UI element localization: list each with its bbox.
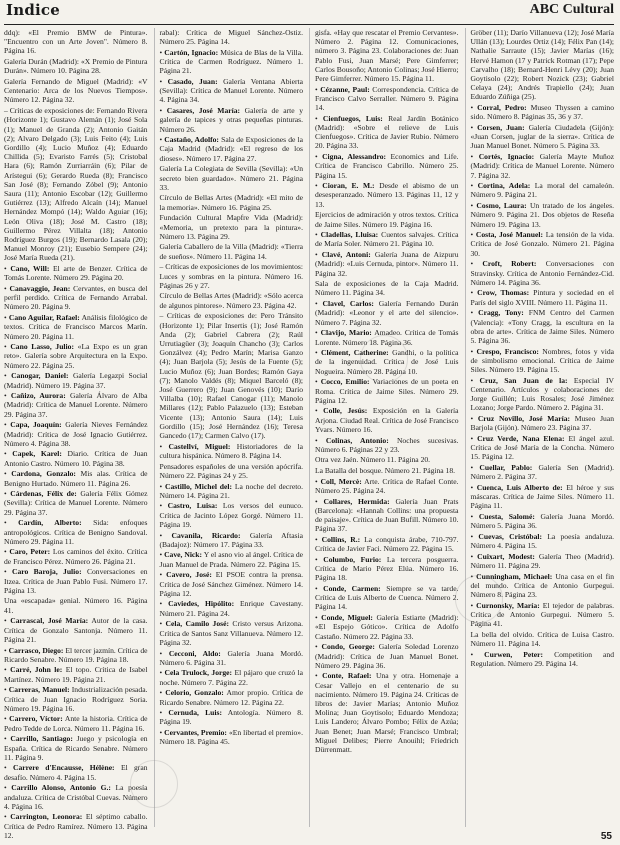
index-entry: • Cartón, Ignacio: Música de Blas de la Villa. Crítica de Carmen Rodríguez. Número 1. Página 21. <box>159 47 304 76</box>
entry-text: Galería Legazpi Social (Madrid). Número 19. Página 37. <box>4 371 148 390</box>
entry-text: Galería Juana Mordó. Número 6. Página 31. <box>159 648 303 667</box>
entry-text: – Críticas de exposiciones de los movimientos: Luces y sombras en la pintura. Número 16. Páginas 26 y 27. <box>159 262 303 290</box>
entry-author: Carrere d'Encausse, Hélène: <box>13 763 115 773</box>
index-entry <box>4 106 148 262</box>
entry-text: Conversaciones con Stravinsky. Crítica de Antonio Fernández-Cid. Número 14. Página 36. <box>470 259 614 287</box>
entry-text: Sala de exposiciones de la Caja Madrid. Número 11. Página 34. <box>315 279 459 298</box>
entry-text: El héroe y sus máscaras. Crítica de Jaime Siles. Número 11. Página 11. <box>470 483 615 511</box>
entry-text: Galería de arte y galería de tapices y otras pequeñas pinturas. Número 26. <box>159 106 304 134</box>
index-entry: • Cecconi, Aldo: Galería Juana Mordó. Número 6. Página 31. <box>159 648 303 667</box>
index-entry: • Cano, Will: El arte de Benzer. Crítica de Tomás Lorente. Número 29. Página 20. <box>4 264 148 283</box>
entry-text: Una casa en el fin del mundo. Crítica de Antonio Gurpegui. Número 8. Página 23. <box>470 571 615 600</box>
entry-text: Galería Juana de Aizpuru (Madrid): «Luis Cernuda, pintor». Número 11. Página 32. <box>315 250 459 278</box>
entry-author: Cano Aguilar, Rafael: <box>8 313 80 323</box>
entry-text: El pájaro que cruzó la noche. Número 7. Página 22. <box>159 668 304 687</box>
index-entry: • Cruz Verde, Nana Elena: El ángel azul. Crítica de José María de la Concha. Número 15. Página 12. <box>470 434 615 462</box>
index-entry <box>160 242 304 260</box>
entry-author: Carrillo, Santiago: <box>10 734 73 744</box>
entry-text: El gran desafío. Número 4. Página 15. <box>4 763 148 782</box>
entry-author: Cocco, Emilio: <box>320 377 370 387</box>
index-entry <box>315 466 459 475</box>
entry-author: Cela, Camilo José: <box>165 619 229 629</box>
entry-text: El tercer jazmín. Crítica de Ricardo Senabre. Número 19. Página 18. <box>4 645 148 664</box>
entry-author: Cioran, E. M.: <box>322 181 375 191</box>
index-entry: • Cárdenas, Félix de: Galería Félix Gómez (Sevilla): Crítica de Manuel Lorente. Número 29. Página 37. <box>4 489 148 517</box>
entry-text: Competition and Regulation. Número 29. Página 14. <box>470 650 614 669</box>
entry-author: Canavaggio, Jean: <box>9 283 71 293</box>
entry-author: Carrero, Víctor: <box>9 714 63 724</box>
entry-text: Museo Juan Barjola (Gijón). Número 23. Página 37. <box>470 414 614 433</box>
entry-text: Galería Durán (Madrid): «X Premio de Pintura Durán». Número 10. Página 28. <box>4 57 148 76</box>
entry-author: Cigna, Alessandro: <box>322 152 387 162</box>
index-entry <box>315 455 459 464</box>
index-entry <box>160 213 304 241</box>
section-title: Indice <box>6 1 60 19</box>
entry-text: Amadeo. Crítica de Tomás Lorente. Número 18. Página 36. <box>315 328 459 347</box>
index-entry: • Clavijo, Mario: Amadeo. Crítica de Tomás Lorente. Número 18. Página 36. <box>315 328 459 347</box>
entry-author: Cuellar, Pablo: <box>479 463 533 473</box>
index-entry: • Cardín, Alberto: Sida: enfoques antropológicos. Crítica de Benigno Sandoval. Número 29. Página 11. <box>4 518 148 546</box>
index-entry: • Clavé, Antoni: Galería Juana de Aizpuru (Madrid): «Luis Cernuda, pintor». Número 11. Página 32. <box>315 250 459 278</box>
index-entry: • Crow, Thomas: Pintura y sociedad en el París del siglo XVIII. Número 11. Página 11. <box>470 288 614 307</box>
entry-text: Galería Fernando de Miguel (Madrid): «V Centenario: Arca de los Nuevos Tiempos». Número 12. Página 32. <box>4 77 148 105</box>
entry-author: Carrascal, José María: <box>10 616 89 626</box>
entry-author: Capek, Karel: <box>12 449 62 459</box>
entry-text: Siempre se va tarde. Crítica de Luis Alberto de Cuenca. Número 2. Página 14. <box>315 584 459 612</box>
entry-author: Cragg, Tony: <box>478 308 524 318</box>
index-entry <box>4 57 148 75</box>
entry-text: La noche del decreto. Número 14. Página 21. <box>159 481 304 500</box>
entry-text: Galería Juana Mordó. Número 5. Página 36. <box>470 512 614 531</box>
index-entry: • Casado, Juan: Galería Ventana Abierta (Sevilla): Crítica de Manuel Lorente. Número 4. Página 34. <box>159 77 304 105</box>
entry-author: Cruz Verde, Nana Elena: <box>477 434 565 444</box>
index-column-4 <box>465 28 615 827</box>
index-entry: • Cañizo, Aurora: Galería Álvaro de Alba (Madrid): Crítica de Manuel Lorente. Número 29. Página 37. <box>4 391 148 419</box>
index-entry <box>471 630 615 648</box>
index-entry <box>160 193 304 211</box>
index-entry: • Collins, R.: La conquista árabe, 710-797. Crítica de Javier Faci. Número 22. Página 15. <box>315 535 459 554</box>
index-entry: • Carrascal, José María: Autor de la casa. Crítica de Gonzalo Santonja. Número 11. Página 21. <box>4 616 148 644</box>
entry-text: Una y otra. Homenaje a Cesar Vallejo en el centenario de su nacimiento. Número 19. Página 24. Críticas de libros de: Javier Marías; Antonio Muñoz Molina; Juan Goytisolo; Eduardo Mendoza; Luis Landero; Álvaro Pombo; Félix de Azúa; Juan Benet; Juan Marsé; Francisco Umbral; Miguel Delibes; Pierre Anouihl; Friedrich Dürrenmatt. <box>315 671 459 755</box>
entry-author: Carré, John le: <box>10 665 63 675</box>
entry-author: Cunningham, Michael: <box>476 571 553 581</box>
entry-text: La conquista árabe, 710-797. Crítica de Javier Faci. Número 22. Página 15. <box>315 535 459 554</box>
entry-author: Cardona, Gonzalo: <box>11 469 76 479</box>
entry-text: Variaciones de un poeta en Roma. Crítica de Jaime Siles. Número 29. Página 12. <box>315 377 459 405</box>
index-entry: • Carrere d'Encausse, Hélène: El gran desafío. Número 4. Página 15. <box>4 763 148 782</box>
entry-text: El topo. Crítica de Isabel Martínez. Número 19. Página 21. <box>4 665 148 684</box>
entry-text: Galería Estiarte (Madrid): «El Espejo Gótico». Crítica de Adolfo Castaño. Número 22. Página 33. <box>315 613 459 641</box>
index-entry: • Celorio, Gonzalo: Amor propio. Crítica de Ricardo Senabre. Número 12. Página 22. <box>159 688 304 707</box>
entry-author: Casares, José María: <box>166 106 241 116</box>
index-entry: • Crespo, Francisco: Nombres, fotos y vida de simbolismo emocional. Crítica de Jaime Siles. Número 19. Página 15. <box>470 346 614 375</box>
index-entry: • Clavel, Carlos: Galería Fernando Durán (Madrid): «Leonor y el arte del silencio». Número 7. Página 32. <box>315 299 459 327</box>
index-entry <box>4 28 148 56</box>
entry-text: Galería Soledad Lorenzo (Madrid): Crítica de Juan Manuel Bonet. Número 29. Página 36. <box>315 642 459 670</box>
entry-text: Real Jardín Botánico (Madrid): «Sobre el relieve de Luis Cienfuegos». Crítica de Javier Rubio. Número 20. Página 33. <box>315 113 459 151</box>
entry-author: Cuesta, Salomé: <box>478 512 535 522</box>
entry-author: Cave, Nick: <box>164 550 203 560</box>
index-entry: • Castellví, Miguel: Historiadores de la cultura hispánica. Número 8. Página 14. <box>159 441 303 460</box>
entry-author: Celorio, Gonzalo: <box>165 688 224 698</box>
index-entry: • Cunningham, Michael: Una casa en el fin del mundo. Crítica de Antonio Gurpegui. Número 8. Página 23. <box>470 571 615 600</box>
index-entry: • Cela Trulock, Jorge: El pájaro que cruzó la noche. Número 7. Página 22. <box>159 668 304 687</box>
index-entry: • Coll, Mercè: Arte. Crítica de Rafael Conte. Número 25. Página 24. <box>315 476 459 496</box>
entry-text: Ante la historia. Crítica de Pedro Tedde de Lorca. Número 11. Página 16. <box>4 714 148 733</box>
entry-text: Los caminos del éxito. Crítica de Francisco Pérez. Número 26. Página 21. <box>4 547 148 566</box>
index-entry: • Costa, José Manuel: La tensión de la vida. Crítica de José Gonzalo. Número 21. Página 30. <box>470 230 614 258</box>
index-entry: • Cuesta, Salomé: Galería Juana Mordó. Número 5. Página 36. <box>470 512 614 531</box>
entry-text: Galería Sen (Madrid). Número 2. Página 37. <box>470 463 614 482</box>
index-entry <box>471 28 615 102</box>
entry-text: Galería Ciudadela (Gijón): «Juan Corsen, juglar de la sierra». Crítica de Juan Manuel Bonet. Número 5. Página 33. <box>470 123 614 151</box>
entry-text: La moral del camaleón. Número 9. Página 21. <box>470 181 615 200</box>
index-entry: • Colle, Jesús: Exposición en la Galería Arjona. Ciudad Real. Crítica de José Francisco Yvars. Número 16. <box>315 406 459 434</box>
entry-author: Colinas, Antonio: <box>325 435 389 445</box>
entry-author: Crow, Thomas: <box>477 288 530 298</box>
entry-text: Amor propio. Crítica de Ricardo Senabre. Número 12. Página 22. <box>159 688 304 707</box>
entry-text: rabal): Crítica de Miguel Sánchez-Ostiz. Número 25. Página 14. <box>159 28 303 47</box>
index-entry <box>160 462 304 480</box>
entry-text: Gandhi, o la política de la ingenuidad. Crítica de José Luis Nogueira. Número 28. Página 10. <box>315 348 459 376</box>
entry-text: Noches sucesivas. Número 6. Páginas 22 y 23. <box>315 435 459 454</box>
index-entry: • Condo, George: Galería Soledad Lorenzo (Madrid): Crítica de Juan Manuel Bonet. Número 29. Página 36. <box>315 642 459 670</box>
entry-author: Collins, R.: <box>321 535 361 545</box>
index-entry: • Cladellas, Lluisa: Cuentos salvajes. Crítica de María Soler. Número 21. Página 10. <box>315 230 459 249</box>
entry-text: ddq): «El Premio BMW de Pintura». "Encuentro con un Arte Joven". Número 8. Página 16. <box>4 28 148 56</box>
index-entry <box>160 311 304 440</box>
entry-author: Conde, Carmen: <box>323 584 381 594</box>
entry-author: Cecconi, Aldo: <box>168 648 221 658</box>
entry-text: gisfa. «Hay que rescatar el Premio Cervantes». Número 2. Página 12. Comunicaciones, número 3. Página 23. Colaboraciones de: Juan Pablo Fusi, Juan Marsé; Pere Gimferrer; Carlos Bousoño; Antonio Colinas; José Hierro; Pere Gimferrer. Número 15. Página 11. <box>315 28 459 84</box>
entry-text: La tercera posguerra. Crítica de Mario Pérez Elúa. Número 16. Página 18. <box>315 554 459 583</box>
entry-author: Curwen, Peter: <box>484 650 544 659</box>
entry-text: Antología. Número 8. Página 19. <box>159 708 303 727</box>
index-entry: • Caro Baroja, Julio: Conversaciones en Itzea. Crítica de Juan Pablo Fusi. Número 17. Página 13. <box>4 567 148 595</box>
entry-author: Clavel, Carlos: <box>322 299 374 309</box>
entry-text: FNM Centro del Carmen (Valencia): «Tony Cragg, la escultura en la obra de arte». Crítica de Jaime Siles. Número 5. Página 36. <box>470 308 615 345</box>
entry-text: La poesía andaluza. Crítica de Cristóbal Cuevas. Número 4. Página 16. <box>4 783 148 811</box>
entry-text: Galería Mayte Muñoz (Madrid): Crítica de Manuel Lorente. Número 7. Página 32. <box>470 152 614 180</box>
entry-text: Pintura y sociedad en el París del siglo XVIII. Número 11. Página 11. <box>470 288 614 307</box>
index-entry: • Collares, Hermida: Galería Juan Prats (Barcelona): «Hannah Collins: una propuesta de paisaje». Crítica de Juan Bufill. Número 10. Página 37. <box>315 496 459 534</box>
page-header <box>4 0 614 25</box>
entry-text: Diario. Crítica de Juan Antonio Castro. Número 10. Página 38. <box>4 449 148 468</box>
index-entry: • Cano Lasso, Julio: «La Expo es un gran reto». Galería sobre Arquitectura en la Expo. Número 22. Página 25. <box>4 342 148 370</box>
index-entry: • Cigna, Alessandro: Economics and Life. Crítica de Francisco Cabrillo. Número 25. Página 15. <box>315 152 459 180</box>
entry-text: Fundación Cultural Mapfre Vida (Madrid): «Memoria, un pretexto para la pintura». Número 13. Página 29. <box>159 213 303 241</box>
entry-text: Círculo de Bellas Artes (Madrid): «Sólo acerca de algunos pintores». Número 23. Página 42. <box>159 291 303 310</box>
entry-text: – Críticas de exposiciones de: Pero Tránsito (Horizonte 1); Pilar Insertis (1); José Ramón Anda (2); Gabriel Cabrera (2); Raúl Urrutiagüer (3); Joaquín Chancho (3); Carlos Gonzálvez (4); Pedro Marín; Marisa Ganzo (4); Juan Barjola (5); Jesús de la Fuente (5); Lucio Muñoz (6); Juan Bordes; Ramón Gaya (7); Manolo Valdés (8); Miquel Barceló (8); José Guerrero (9); Juan Genovés (10); Darío Villalba (10); Rafael Canogar (11); Manolo Millares (12); Pablo Palazuelo (13); Esteban Vicente (13); Antonio Saura (14); Luis Gordillo (15); José Hernández (16); Teresa Gancedo (17); Carmen Calvo (17). <box>159 311 303 441</box>
entry-text: Cristo versus Arizona. Crítica de Santos Sanz Villanueva. Número 12. Página 32. <box>159 619 304 647</box>
index-entry: • Caro, Peter: Los caminos del éxito. Crítica de Francisco Pérez. Número 26. Página 21. <box>4 547 148 566</box>
index-entry <box>315 210 459 228</box>
entry-author: Colle, Jesús: <box>323 406 368 416</box>
entry-text: Galería Caballero de la Villa (Madrid): «Tierra de sueños». Número 11. Página 14. <box>159 242 303 261</box>
entry-author: Cavero, José: <box>166 570 212 580</box>
index-entry: • Corsen, Juan: Galería Ciudadela (Gijón): «Juan Corsen, juglar de la sierra». Crítica de Juan Manuel Bonet. Número 5. Página 33. <box>470 123 614 151</box>
entry-author: Cienfuegos, Luis: <box>322 113 383 123</box>
entry-text: «En libertad el premio». Número 18. Página 45. <box>159 728 304 747</box>
entry-author: Corsen, Juan: <box>477 123 525 133</box>
entry-author: Cézanne, Paul: <box>320 84 370 94</box>
entry-author: Cruz Novillo, José María: <box>477 414 571 424</box>
index-entry: • Capa, Joaquín: Galería Nieves Fernández (Madrid): Crítica de José Ignacio Gutiérrez. Número 4. Página 38. <box>4 420 148 448</box>
entry-text: Los versos del eunuco. Crítica de Jacinto López Gorgé. Número 11. Página 19. <box>159 501 303 529</box>
index-entry: • Curwen, Peter: Competition and Regulation. Número 29. Página 14. <box>470 650 614 669</box>
index-entry: • Cave, Nick: Y el asno vio al ángel. Crítica de Juan Manuel de Prada. Número 22. Página 15. <box>159 550 304 569</box>
entry-author: Caviedes, Hipólito: <box>168 599 235 609</box>
index-entry: • Cardona, Gonzalo: Mis alas. Crítica de Benigno Hurtado. Número 11. Página 26. <box>4 469 148 488</box>
entry-text: La Batalla del bosque. Número 21. Página 18. <box>315 466 456 476</box>
entry-text: Galería La Colegiata de Sevilla (Sevilla): «Un secreto bien guardado». Número 21. Página 33. <box>159 164 303 192</box>
entry-author: Columbo, Furio: <box>323 554 382 564</box>
entry-author: Canogar, Daniel: <box>11 371 69 381</box>
entry-author: Cuevas, Cristóbal: <box>478 532 543 542</box>
index-column-2 <box>154 28 304 827</box>
entry-author: Cortés, Ignacio: <box>478 152 535 162</box>
entry-text: El ángel azul. Crítica de José María de la Concha. Número 15. Página 12. <box>470 434 615 462</box>
entry-text: Otra vez Jaén. Número 11. Página 20. <box>315 455 431 465</box>
entry-author: Cano Lasso, Julio: <box>10 342 74 352</box>
entry-author: Curnonsky, María: <box>476 600 540 610</box>
entry-text: Conversaciones en Itzea. Crítica de Juan Pablo Fusi. Número 17. Página 13. <box>4 567 148 595</box>
index-entry: • Cernuda, Luis: Antología. Número 8. Página 19. <box>159 708 303 727</box>
index-entry: • Carré, John le: El topo. Crítica de Isabel Martínez. Número 19. Página 21. <box>4 665 148 684</box>
index-entry <box>4 596 148 614</box>
entry-author: Castillo, Michel del: <box>165 481 233 491</box>
index-entry: • Conte, Rafael: Una y otra. Homenaje a Cesar Vallejo en el centenario de su nacimiento. Número 19. Página 24. Críticas de libros de: Javier Marías; Antonio Muñoz Molina; Juan Goytisolo; Eduardo Mendoza; Luis Landero; Álvaro Pombo; Félix de Azúa; Juan Benet; Juan Marsé; Francisco Umbral; Miguel Delibes; Pierre Anouihl; Friedrich Dürrenmatt. <box>315 671 459 755</box>
index-column-1 <box>4 28 148 840</box>
entry-text: Juego y psicología en España. Crítica de Ricardo Senabre. Número 11. Página 9. <box>4 734 148 762</box>
entry-text: La poesía andaluza. Número 4. Página 15. <box>470 532 615 551</box>
entry-author: Cruz, San Juan de la: <box>479 375 568 385</box>
entry-author: Carreras, Manuel: <box>8 685 70 695</box>
index-entry: • Curnonsky, María: El tejedor de palabras. Crítica de Antonio Gurpegui. Número 5. Página 41. <box>470 600 614 629</box>
index-entry: • Capek, Karel: Diario. Crítica de Juan Antonio Castro. Número 10. Página 38. <box>4 449 148 468</box>
index-entry: • Cavero, José: El PSOE contra la prensa. Crítica de José Sánchez Giménez. Número 14. Página 12. <box>159 570 303 598</box>
entry-author: Condo, George: <box>321 642 375 652</box>
index-entry: • Croft, Robert: Conversaciones con Stravinsky. Crítica de Antonio Fernández-Cid. Número 14. Página 36. <box>470 259 614 287</box>
entry-author: Castellví, Miguel: <box>168 441 231 451</box>
entry-author: Castaño, Adolfo: <box>164 135 219 145</box>
entry-author: Clément, Catherine: <box>321 348 389 358</box>
entry-author: Cosmo, Laura: <box>476 201 527 211</box>
index-entry: • Cavanila, Ricardo: Galería Aftasia (Badajoz): Número 17. Página 33. <box>159 530 303 549</box>
index-entry: • Cuellar, Pablo: Galería Sen (Madrid). Número 2. Página 37. <box>470 463 614 482</box>
entry-text: Pensadores españoles de una versión apócrifa. Número 22. Páginas 24 y 25. <box>159 461 303 480</box>
entry-text: – Críticas de exposiciones de: Fernando Rivera (Horizonte 1); Gustavo Alemán (1); José Sola (1); Manuel de Granda (2); Antonio Gaitán (2); Alvaro Delgado (3); Luis Feito (4); Luis Gordillo (4); Lucio Muñoz (4); Eduardo Chillida (5); Evaristo Farrés (5); Cristobal Hara (6); Ramón Zurriarráin (6); Pilar de Arístegui (6); Gerardo Rueda (8); Francisco San José (8); Fernando Zóbel (9); Antonio Saura (11); Antonio Escobar (12); Guillermo Gutiérrez (13); Alfredo Alcaín (14); Manuel Hernández Mompó (14); Waldo Aguiar (16); León Oliva (18); José M. Castro (18); Guillermo Pérez Villalta (18); Antonio Rodríguez Burgos (19); Bernardo Lasala (20); Manuel Monroy (21); Eusebio Sempere (24); José María Rueda (21). <box>4 106 148 263</box>
index-entry: • Cuevas, Cristóbal: La poesía andaluza. Número 4. Página 15. <box>470 532 615 551</box>
entry-author: Clavé, Antoni: <box>321 250 371 260</box>
entry-author: Cernuda, Luis: <box>168 708 222 718</box>
index-entry: • Canogar, Daniel: Galería Legazpi Social (Madrid). Número 19. Página 37. <box>4 371 148 390</box>
index-entry <box>160 164 304 192</box>
index-column-3 <box>309 28 459 827</box>
entry-text: «La Expo es un gran reto». Galería sobre Arquitectura en la Expo. Número 22. Página 25. <box>4 342 148 370</box>
entry-text: Galería Nieves Fernández (Madrid): Crítica de José Ignacio Gutiérrez. Número 4. Página 38. <box>4 420 148 448</box>
entry-author: Cervantes, Premio: <box>164 728 227 738</box>
entry-text: Correspondencia. Crítica de Francisco Calvo Serraller. Número 9. Página 14. <box>315 84 459 113</box>
entry-text: El tejedor de palabras. Crítica de Antonio Gurpegui. Número 5. Página 41. <box>470 600 614 629</box>
entry-author: Castro, Luisa: <box>167 501 218 511</box>
entry-text: Y el asno vio al ángel. Crítica de Juan Manuel de Prada. Número 22. Página 15. <box>159 550 304 569</box>
index-entry: • Cézanne, Paul: Correspondencia. Crítica de Francisco Calvo Serraller. Número 9. Página 14. <box>315 84 459 113</box>
entry-author: Croft, Robert: <box>482 259 537 269</box>
index-entry: • Cortina, Adela: La moral del camaleón. Número 9. Página 21. <box>470 181 615 200</box>
entry-text: Cuentos salvajes. Crítica de María Soler. Número 21. Página 10. <box>315 230 459 249</box>
index-entry <box>160 291 304 309</box>
index-entry: • Carrington, Leonora: El séptimo caballo. Crítica de Pedro Ramírez. Número 13. Página 12. <box>4 812 148 840</box>
entry-author: Cuenca, Luis Alberto de: <box>476 483 563 493</box>
index-entry: • Corral, Pedro: Museo Thyssen a camino sido. Número 8. Páginas 35, 36 y 37. <box>470 103 614 122</box>
entry-text: El arte de Benzer. Crítica de Tomás Lorente. Número 29. Página 20. <box>4 264 148 283</box>
index-entry: • Castaño, Adolfo: Sala de Exposiciones de la Caja Madrid (Madrid): «El regreso de los dioses». Número 17. Página 27. <box>159 135 304 163</box>
entry-author: Cavanila, Ricardo: <box>171 530 241 540</box>
index-entry: • Cioran, E. M.: Desde el abismo de un desesperanzado. Número 13. Páginas 11, 12 y 13. <box>315 181 459 209</box>
entry-text: Ejercicios de admiración y otros textos. Crítica de Jaime Siles. Número 19. Página 16. <box>315 210 459 229</box>
index-entry: • Cruz, San Juan de la: Especial IV Centenario. Artículos y colaboraciones de: Jorge Guillén; Luis Rosales; José Jiménez Lozano; Jorge Pardo. Número 2. Página 31. <box>470 375 615 413</box>
entry-text: Industrialización pesada. Crítica de Juan Ignacio Rodríguez Soria. Número 19. Página 16. <box>4 685 148 713</box>
entry-author: Clavijo, Mario: <box>320 328 372 338</box>
index-entry: • Cosmo, Laura: Un tratado de los ángeles. Número 9. Página 21. Dos objetos de Reseña Número 19. Página 13. <box>470 201 615 229</box>
entry-text: Arte. Crítica de Rafael Conte. Número 25. Página 24. <box>315 476 459 496</box>
index-entry: • Cela, Camilo José: Cristo versus Arizona. Crítica de Santos Sanz Villanueva. Número 12. Página 32. <box>159 619 304 647</box>
index-entry: • Colinas, Antonio: Noches sucesivas. Número 6. Páginas 22 y 23. <box>315 435 459 454</box>
entry-text: Galería Álvaro de Alba (Madrid): Crítica de Manuel Lorente. Número 29. Página 37. <box>4 391 148 419</box>
entry-author: Coll, Mercè: <box>320 476 362 486</box>
index-entry: • Cano Aguilar, Rafael: Análisis filológico de textos. Crítica de Francisco Marcos Marín. Número 20. Página 11. <box>4 313 148 341</box>
entry-text: Galería Juan Prats (Barcelona): «Hannah Collins: una propuesta de paisaje». Crítica de Juan Bufill. Número 10. Página 37. <box>315 496 459 534</box>
entry-text: Galería Félix Gómez (Sevilla): Crítica de Manuel Lorente. Número 29. Página 37. <box>4 489 148 517</box>
entry-author: Capa, Joaquín: <box>10 420 62 430</box>
entry-author: Costa, José Manuel: <box>475 230 544 240</box>
index-entry: • Columbo, Furio: La tercera posguerra. Crítica de Mario Pérez Elúa. Número 16. Página 18. <box>315 554 459 583</box>
entry-text: Galería Ventana Abierta (Sevilla): Crítica de Manuel Lorente. Número 4. Página 34. <box>159 77 304 105</box>
entry-text: La bella del olvido. Crítica de Luisa Castro. Número 11. Página 14. <box>470 630 614 649</box>
entry-text: Economics and Life. Crítica de Francisco Cabrillo. Número 25. Página 15. <box>315 152 459 180</box>
entry-text: Mis alas. Crítica de Benigno Hurtado. Número 11. Página 26. <box>4 469 148 488</box>
entry-text: Música de Blas de la Villa. Crítica de Carmen Rodríguez. Número 1. Página 21. <box>159 47 304 76</box>
entry-author: Cartón, Ignacio: <box>164 47 219 57</box>
entry-text: Museo Thyssen a camino sido. Número 8. Páginas 35, 36 y 37. <box>470 103 614 122</box>
entry-author: Caro, Peter: <box>9 547 51 557</box>
index-entry: • Carrillo Alonso, Antonio G.: La poesía andaluza. Crítica de Cristóbal Cuevas. Número 4. Página 16. <box>4 783 148 811</box>
entry-author: Cañizo, Aurora: <box>10 391 66 401</box>
index-entry <box>4 77 148 105</box>
index-entry: • Cortés, Ignacio: Galería Mayte Muñoz (Madrid): Crítica de Manuel Lorente. Número 7. Página 32. <box>470 152 614 180</box>
entry-text: La tensión de la vida. Crítica de José Gonzalo. Número 21. Página 30. <box>470 230 614 258</box>
entry-author: Conte, Rafael: <box>322 671 372 681</box>
entry-text: Galería Aftasia (Badajoz): Número 17. Página 33. <box>159 530 303 549</box>
entry-author: Cortina, Adela: <box>477 181 531 191</box>
entry-text: Sida: enfoques antropológicos. Crítica de Benigno Sandoval. Número 29. Página 11. <box>4 518 148 546</box>
index-entry: • Cienfuegos, Luis: Real Jardín Botánico (Madrid): «Sobre el relieve de Luis Cienfuegos». Crítica de Javier Rubio. Número 20. Página 33. <box>315 113 459 151</box>
entry-author: Carrillo Alonso, Antonio G.: <box>11 783 111 793</box>
index-entry: • Cuixart, Modest: Galería Theo (Madrid). Número 11. Página 29. <box>470 551 614 571</box>
entry-author: Conde, Miguel: <box>321 613 373 623</box>
entry-text: Galería Fernando Durán (Madrid): «Leonor y el arte del silencio». Número 7. Página 32. <box>315 299 459 327</box>
entry-text: Un tratado de los ángeles. Número 9. Página 21. Dos objetos de Reseña Número 19. Página 13. <box>470 201 615 229</box>
entry-author: Cano, Will: <box>10 264 50 274</box>
entry-text: Exposición en la Galería Arjona. Ciudad Real. Crítica de José Francisco Yvars. Número 16. <box>315 406 459 434</box>
entry-text: Nombres, fotos y vida de simbolismo emocional. Crítica de Jaime Siles. Número 19. Página 15. <box>470 346 614 375</box>
entry-text: Una «escapada» genial. Número 16. Página 41. <box>4 596 148 615</box>
entry-text: El séptimo caballo. Crítica de Pedro Ramírez. Número 13. Página 12. <box>4 812 148 840</box>
index-entry: • Cervantes, Premio: «En libertad el premio». Número 18. Página 45. <box>159 728 304 747</box>
entry-text: Gröber (11); Darío Villanueva (12); José María Ullán (13); Lourdes Ortiz (14); Félix Pan (14); Nathalie Sarraute (15); Javier Marías (16); Hervé Hamon (17 y Patrick Rotman (17); Pepe Carvalho (18); Bernard-Henri Lévy (20); Juan Goytisolo (22); Robert Nozick (23); Gabriel Celaya (24); Andrés Trapiello (24); Juan Eduardo Zúñiga (25). <box>470 28 614 102</box>
index-entry <box>160 262 304 290</box>
index-entry <box>315 28 459 83</box>
page-number: 55 <box>600 831 612 842</box>
entry-author: Cladellas, Lluisa: <box>320 230 379 240</box>
index-entry: • Caviedes, Hipólito: Enrique Cavestany. Número 21. Página 24. <box>159 599 303 618</box>
entry-author: Caro Baroja, Julio: <box>11 567 82 577</box>
index-entry: • Cocco, Emilio: Variaciones de un poeta en Roma. Crítica de Jaime Siles. Número 29. Página 12. <box>315 377 459 405</box>
entry-author: Cardín, Alberto: <box>18 518 82 528</box>
entry-text: Autor de la casa. Crítica de Gonzalo Santonja. Número 11. Página 21. <box>4 616 148 644</box>
entry-author: Collares, Hermida: <box>323 496 390 506</box>
index-entry: • Carrillo, Santiago: Juego y psicología en España. Crítica de Ricardo Senabre. Número 11. Página 9. <box>4 734 148 762</box>
entry-author: Cárdenas, Félix de: <box>10 489 77 499</box>
index-entry: • Carrero, Víctor: Ante la historia. Crítica de Pedro Tedde de Lorca. Número 11. Página 16. <box>4 714 148 733</box>
entry-text: Desde el abismo de un desesperanzado. Número 13. Páginas 11, 12 y 13. <box>315 181 459 209</box>
index-entry: • Carrasco, Diego: El tercer jazmín. Crítica de Ricardo Senabre. Número 19. Página 18. <box>4 645 148 664</box>
entry-text: El PSOE contra la prensa. Crítica de José Sánchez Giménez. Número 14. Página 12. <box>159 570 303 598</box>
index-entry: • Casares, José María: Galería de arte y galería de tapices y otras pequeñas pinturas. Número 26. <box>159 106 304 134</box>
index-entry: • Conde, Carmen: Siempre se va tarde. Crítica de Luis Alberto de Cuenca. Número 2. Página 14. <box>315 584 459 612</box>
index-entry: • Clément, Catherine: Gandhi, o la política de la ingenuidad. Crítica de José Luis Nogueira. Número 28. Página 10. <box>315 348 459 376</box>
index-entry: • Cragg, Tony: FNM Centro del Carmen (Valencia): «Tony Cragg, la escultura en la obra de arte». Crítica de Jaime Siles. Número 5. Página 36. <box>470 308 615 345</box>
index-entry: • Carreras, Manuel: Industrialización pesada. Crítica de Juan Ignacio Rodríguez Soria. Número 19. Página 16. <box>4 685 148 713</box>
entry-author: Corral, Pedro: <box>477 103 527 113</box>
entry-author: Casado, Juan: <box>167 77 218 87</box>
index-entry: • Castro, Luisa: Los versos del eunuco. Crítica de Jacinto López Gorgé. Número 11. Página 19. <box>159 501 303 529</box>
entry-text: Galería Theo (Madrid). Número 11. Página 29. <box>470 551 614 571</box>
entry-text: Análisis filológico de textos. Crítica de Francisco Marcos Marín. Número 20. Página 11. <box>4 313 148 341</box>
index-entry: • Canavaggio, Jean: Cervantes, en busca del perfil perdido. Crítica de Fernando Arrabal. Número 20. Página 9. <box>4 283 148 312</box>
index-entry: • Cruz Novillo, José María: Museo Juan Barjola (Gijón). Número 23. Página 37. <box>470 414 614 433</box>
entry-text: Círculo de Bellas Artes (Madrid): «El mito de la memoria». Número 16. Página 25. <box>159 193 303 212</box>
publication-title: ABC Cultural <box>529 2 614 17</box>
entry-text: Especial IV Centenario. Artículos y colaboraciones de: Jorge Guillén; Luis Rosales; José Jiménez Lozano; Jorge Pardo. Número 2. Página 31. <box>470 375 615 413</box>
index-entry <box>315 279 459 297</box>
index-entry <box>160 28 304 46</box>
entry-text: Sala de Exposiciones de la Caja Madrid (Madrid): «El regreso de los dioses». Número 17. Página 27. <box>159 135 304 163</box>
entry-text: Historiadores de la cultura hispánica. Número 8. Página 14. <box>159 441 303 460</box>
entry-author: Cuixart, Modest: <box>477 551 535 561</box>
index-entry: • Cuenca, Luis Alberto de: El héroe y sus máscaras. Crítica de Jaime Siles. Número 11. Página 11. <box>470 483 615 511</box>
index-entry: • Castillo, Michel del: La noche del decreto. Número 14. Página 21. <box>159 481 304 500</box>
entry-text: Enrique Cavestany. Número 21. Página 24. <box>159 599 303 618</box>
entry-author: Cela Trulock, Jorge: <box>164 668 233 678</box>
entry-text: Cervantes, en busca del perfil perdido. Crítica de Fernando Arrabal. Número 20. Página 9. <box>4 283 148 312</box>
index-entry: • Conde, Miguel: Galería Estiarte (Madrid): «El Espejo Gótico». Crítica de Adolfo Castaño. Número 22. Página 33. <box>315 613 459 641</box>
entry-author: Carrasco, Diego: <box>8 645 64 655</box>
entry-author: Crespo, Francisco: <box>476 346 539 356</box>
entry-author: Carrington, Leonora: <box>10 812 83 822</box>
